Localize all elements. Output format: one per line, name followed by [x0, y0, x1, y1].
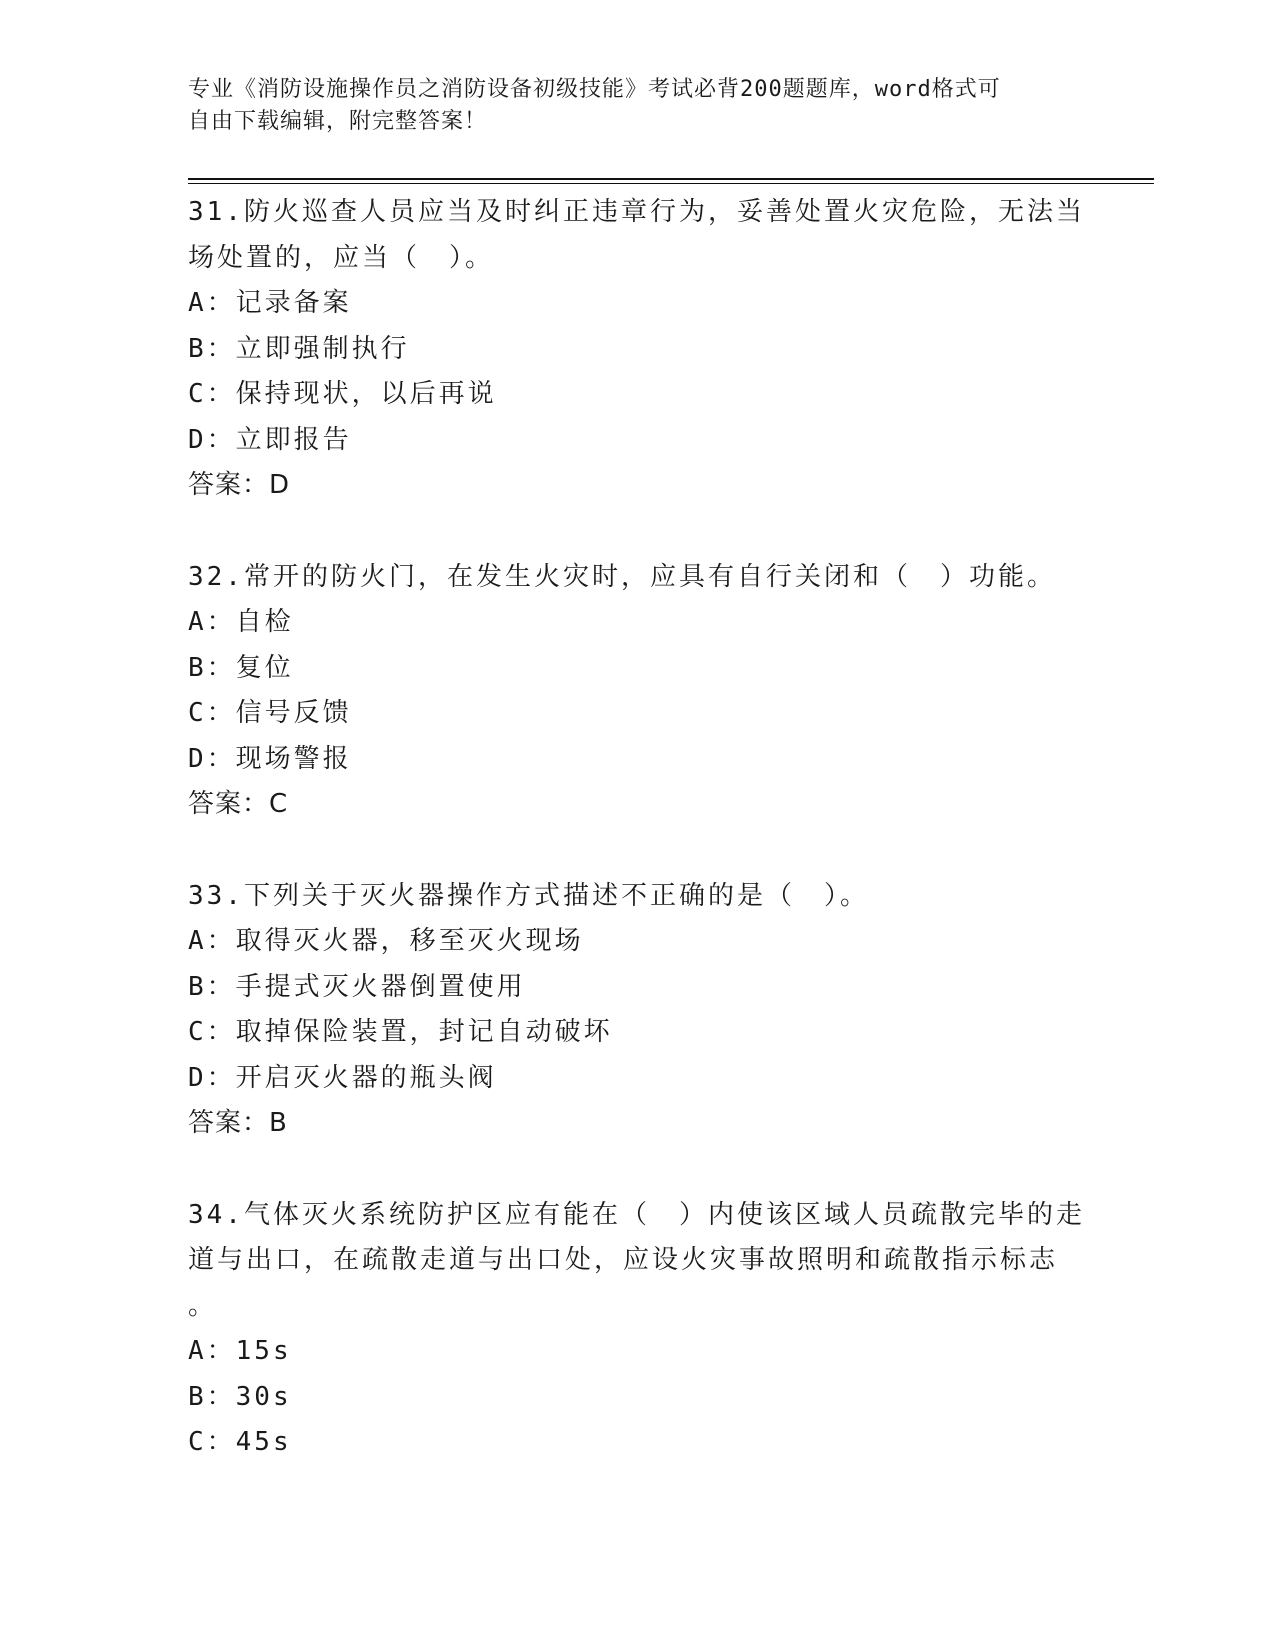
option-d: D：立即报告 — [188, 424, 352, 455]
question-stem: 道与出口，在疏散走道与出口处，应设火灾事故照明和疏散指示标志 — [188, 1245, 1059, 1275]
header-line-2: 自由下载编辑，附完整答案！ — [188, 109, 488, 134]
option-c: C：取掉保险装置，封记自动破坏 — [188, 1017, 613, 1047]
option-a: A：记录备案 — [188, 288, 352, 318]
header-divider-thick — [188, 178, 1154, 180]
option-a: A：取得灭火器，移至灭火现场 — [188, 926, 584, 956]
option-b: B：手提式灭火器倒置使用 — [188, 971, 526, 1002]
question-stem: 。 — [188, 1290, 218, 1321]
question-stem: 33.下列关于灭火器操作方式描述不正确的是（ ）。 — [188, 880, 869, 911]
option-b: B：立即强制执行 — [188, 333, 410, 364]
option-b: B：30s — [188, 1381, 292, 1412]
option-c: C：45s — [188, 1427, 292, 1457]
answer-label: 答案：C — [188, 789, 289, 819]
header-line-1: 专业《消防设施操作员之消防设备初级技能》考试必背200题题库，word格式可 — [188, 77, 1001, 102]
question-list — [188, 190, 1088, 1466]
option-d: D：开启灭火器的瓶头阀 — [188, 1062, 497, 1093]
option-c: C：保持现状，以后再说 — [188, 379, 497, 409]
option-c: C：信号反馈 — [188, 698, 352, 728]
question-stem: 34.气体灭火系统防护区应有能在（ ）内使该区域人员疏散完毕的走 — [188, 1199, 1085, 1230]
document-header — [188, 74, 1068, 138]
header-divider-thin — [188, 183, 1154, 184]
spacer — [188, 828, 1088, 874]
spacer — [188, 1147, 1088, 1193]
option-a: A：15s — [188, 1336, 292, 1366]
question-33 — [188, 874, 1088, 1147]
question-stem: 31.防火巡查人员应当及时纠正违章行为，妥善处置火灾危险，无法当 — [188, 197, 1085, 227]
question-stem: 场处置的，应当（ ）。 — [188, 242, 495, 273]
answer-label: 答案：D — [188, 470, 291, 500]
option-a: A：自检 — [188, 607, 294, 637]
answer-label: 答案：B — [188, 1108, 288, 1138]
question-31 — [188, 190, 1088, 509]
spacer — [188, 509, 1088, 555]
question-34 — [188, 1193, 1088, 1466]
option-b: B：复位 — [188, 652, 294, 683]
question-stem: 32.常开的防火门，在发生火灾时，应具有自行关闭和（ ）功能。 — [188, 561, 1056, 592]
option-d: D：现场警报 — [188, 743, 352, 774]
question-32 — [188, 555, 1088, 828]
